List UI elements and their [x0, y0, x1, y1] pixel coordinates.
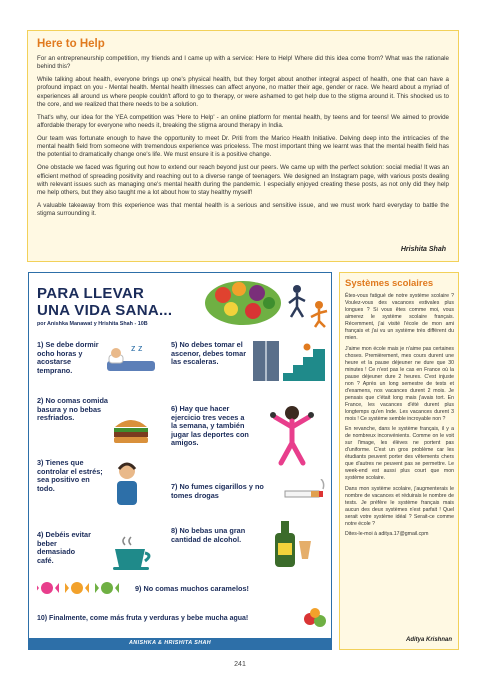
tip-7: 7) No fumes cigarillos y no tomes drogas	[171, 482, 264, 500]
svg-text:z z: z z	[131, 343, 143, 353]
here-to-help-article	[27, 30, 459, 262]
article-paragraph: En revanche, dans le système français, il y a de nombreux inconvénients. Comme on le voit sur l'image, les élèves ne portent pas d'uniforme. C'est un gros problème car les étudiants peuvent porter des vêtements chers que d'autres ne peuvent pas se permettre. Le week-end est aussi plus court que mon système scolaire.	[345, 426, 454, 481]
poster-subtitle: por Anishka Manawat y Hrishita Shah - 10B	[37, 321, 148, 327]
healthy-life-poster	[28, 272, 332, 650]
article-paragraph: Our team was fortunate enough to have the opportunity to meet Dr. Priti from the Marico Health Initiative. Delving deep into the intricacies of the mental health field from someone with tremendous experience was priceless. The most important thing we learnt was that the mental health field has the potential to dramatically change one's life. We must ensure it is a positive change.	[37, 134, 449, 159]
stressed-person-icon	[107, 459, 147, 509]
article-paragraph: A valuable takeaway from this experience was that mental health is a serious and sensitive issue, and we must work hard everyday to battle the stigma surrounding it.	[37, 201, 449, 218]
poster-title	[37, 285, 172, 319]
healthy-food-bowl-icon	[203, 275, 283, 327]
article-paragraph: Êtes-vous fatigué de notre système scolaire ? Voulez-vous des vacances estivales plus longues ? Si vous êtes comme moi, vous aimerez le système scolaire français. Récemment, j'ai visité l'école de mon ami français et j'ai vu un système très différent du mien.	[345, 293, 454, 341]
article-paragraph: That's why, our idea for the YEA competition was 'Here to Help' - an online platform for mental health, by teens and for teens! We aimed to provide affordable therapy for everyone who needs it, breaking the stigma around therapy in India.	[37, 113, 449, 130]
tip-3: 3) Tienes que controlar el estrés; sea positivo en todo.	[37, 458, 103, 493]
coffee-cup-icon	[111, 535, 153, 573]
tip-9: 9) No comas muchos caramelos!	[135, 584, 249, 593]
article-author: Hrishita Shah	[400, 246, 446, 253]
sleeping-person-icon	[105, 341, 157, 377]
cigarette-icon	[281, 479, 329, 505]
tip-10: 10) Finalmente, come más fruta y verduras y bebe mucha agua!	[37, 615, 249, 622]
article-title: Here to Help	[37, 38, 105, 50]
tip-8: 8) No bebas una gran cantidad de alcohol.	[171, 526, 246, 544]
article-paragraph: While talking about health, everyone brings up one's physical health, but they forget about another integral aspect of health, one that can have a profound impact on you - Mental health. Mental health illnesses can affect anyone, no matter their age, gender or race. We heard about a myriad of experiences all around us where people couldn't afford to go to therapy, or were ashamed to get help due to the stigma around it. This shocked us to the core, and we realized that there needs to be a solution.	[37, 76, 449, 108]
burger-icon	[111, 413, 151, 447]
exercise-figures-icon	[287, 281, 331, 329]
article-title: Systèmes scolaires	[345, 278, 434, 289]
poster-title-line: UNA VIDA SANA...	[37, 302, 173, 319]
article-paragraph: Dans mon système scolaire, j'augmenterais le nombre de vacances et réduirais le nombre de tests. Je préfère le système français mais aucun des deux systèmes n'est parfait ! Quel serait votre système idéal ? Serait-ce comme notre école ?	[345, 485, 454, 527]
tip-5: 5) No debes tomar el ascenor, debes tomar las escaleras.	[171, 340, 247, 367]
tip-2: 2) No comas comida basura y no bebas resfriados.	[37, 396, 108, 423]
article-paragraph: For an entrepreneurship competition, my friends and I came up with a service: Here to Help! Where did this idea come from? What was the rationale behind this?	[37, 55, 449, 71]
alcohol-bottle-icon	[269, 519, 313, 571]
systemes-scolaires-article	[339, 272, 459, 650]
tip-6: 6) Hay que hacer ejercicio tres veces a la semana, y también jugar las deportes con amigos.	[171, 404, 249, 448]
article-author: Aditya Krishnan	[405, 637, 452, 643]
page-number: 241	[234, 661, 246, 668]
candy-icons	[37, 577, 131, 599]
fruit-basket-icon	[301, 605, 329, 633]
article-contact: Dites-le-moi à aditya.17@gmail.cpm	[345, 531, 429, 537]
stairs-elevator-icon	[251, 337, 327, 385]
article-paragraph: One obstacle we faced was figuring out how to extend our reach beyond just our peers. We came up with the perfect solution: social media! It was an efficient method of spreading positivity and reaching out to a diverse range of teenagers. We designed an Instagram page, with various posts dealing with relevant issues such as managing one's mental health during the pandemic. I especially enjoyed creating these posts, as not only did they help me help others, but they also taught me a lot about how to stay healthy myself!	[37, 164, 449, 197]
tip-4: 4) Debéis evitar beber demasiado café.	[37, 530, 91, 565]
tip-1: 1) Se debe dormir ocho horas y acostarse temprano.	[37, 340, 99, 375]
article-paragraph: J'aime mon école mais je n'aime pas certaines choses. Premièrement, mes cours durent une heure et la pause déjeuner ne dure que 30 minutes ! Ce n'est pas le cas en France où la pause déjeuner dure 2 heures. C'est injuste non ? Après un long semestre de tests et d'examens, nos vacances durent 2 mois. Je pensais que c'était long mais j'avais tort. En France, les vacances d'été durent plus longtemps qu'en Inde. Les vacances durent 3 mois ! Ce système semble incroyable non ?	[345, 345, 454, 422]
poster-title-line: PARA LLEVAR	[37, 285, 145, 302]
woman-exercising-icon	[265, 403, 319, 467]
poster-footer: ANISHKA & HRISHITA SHAH	[29, 638, 331, 649]
